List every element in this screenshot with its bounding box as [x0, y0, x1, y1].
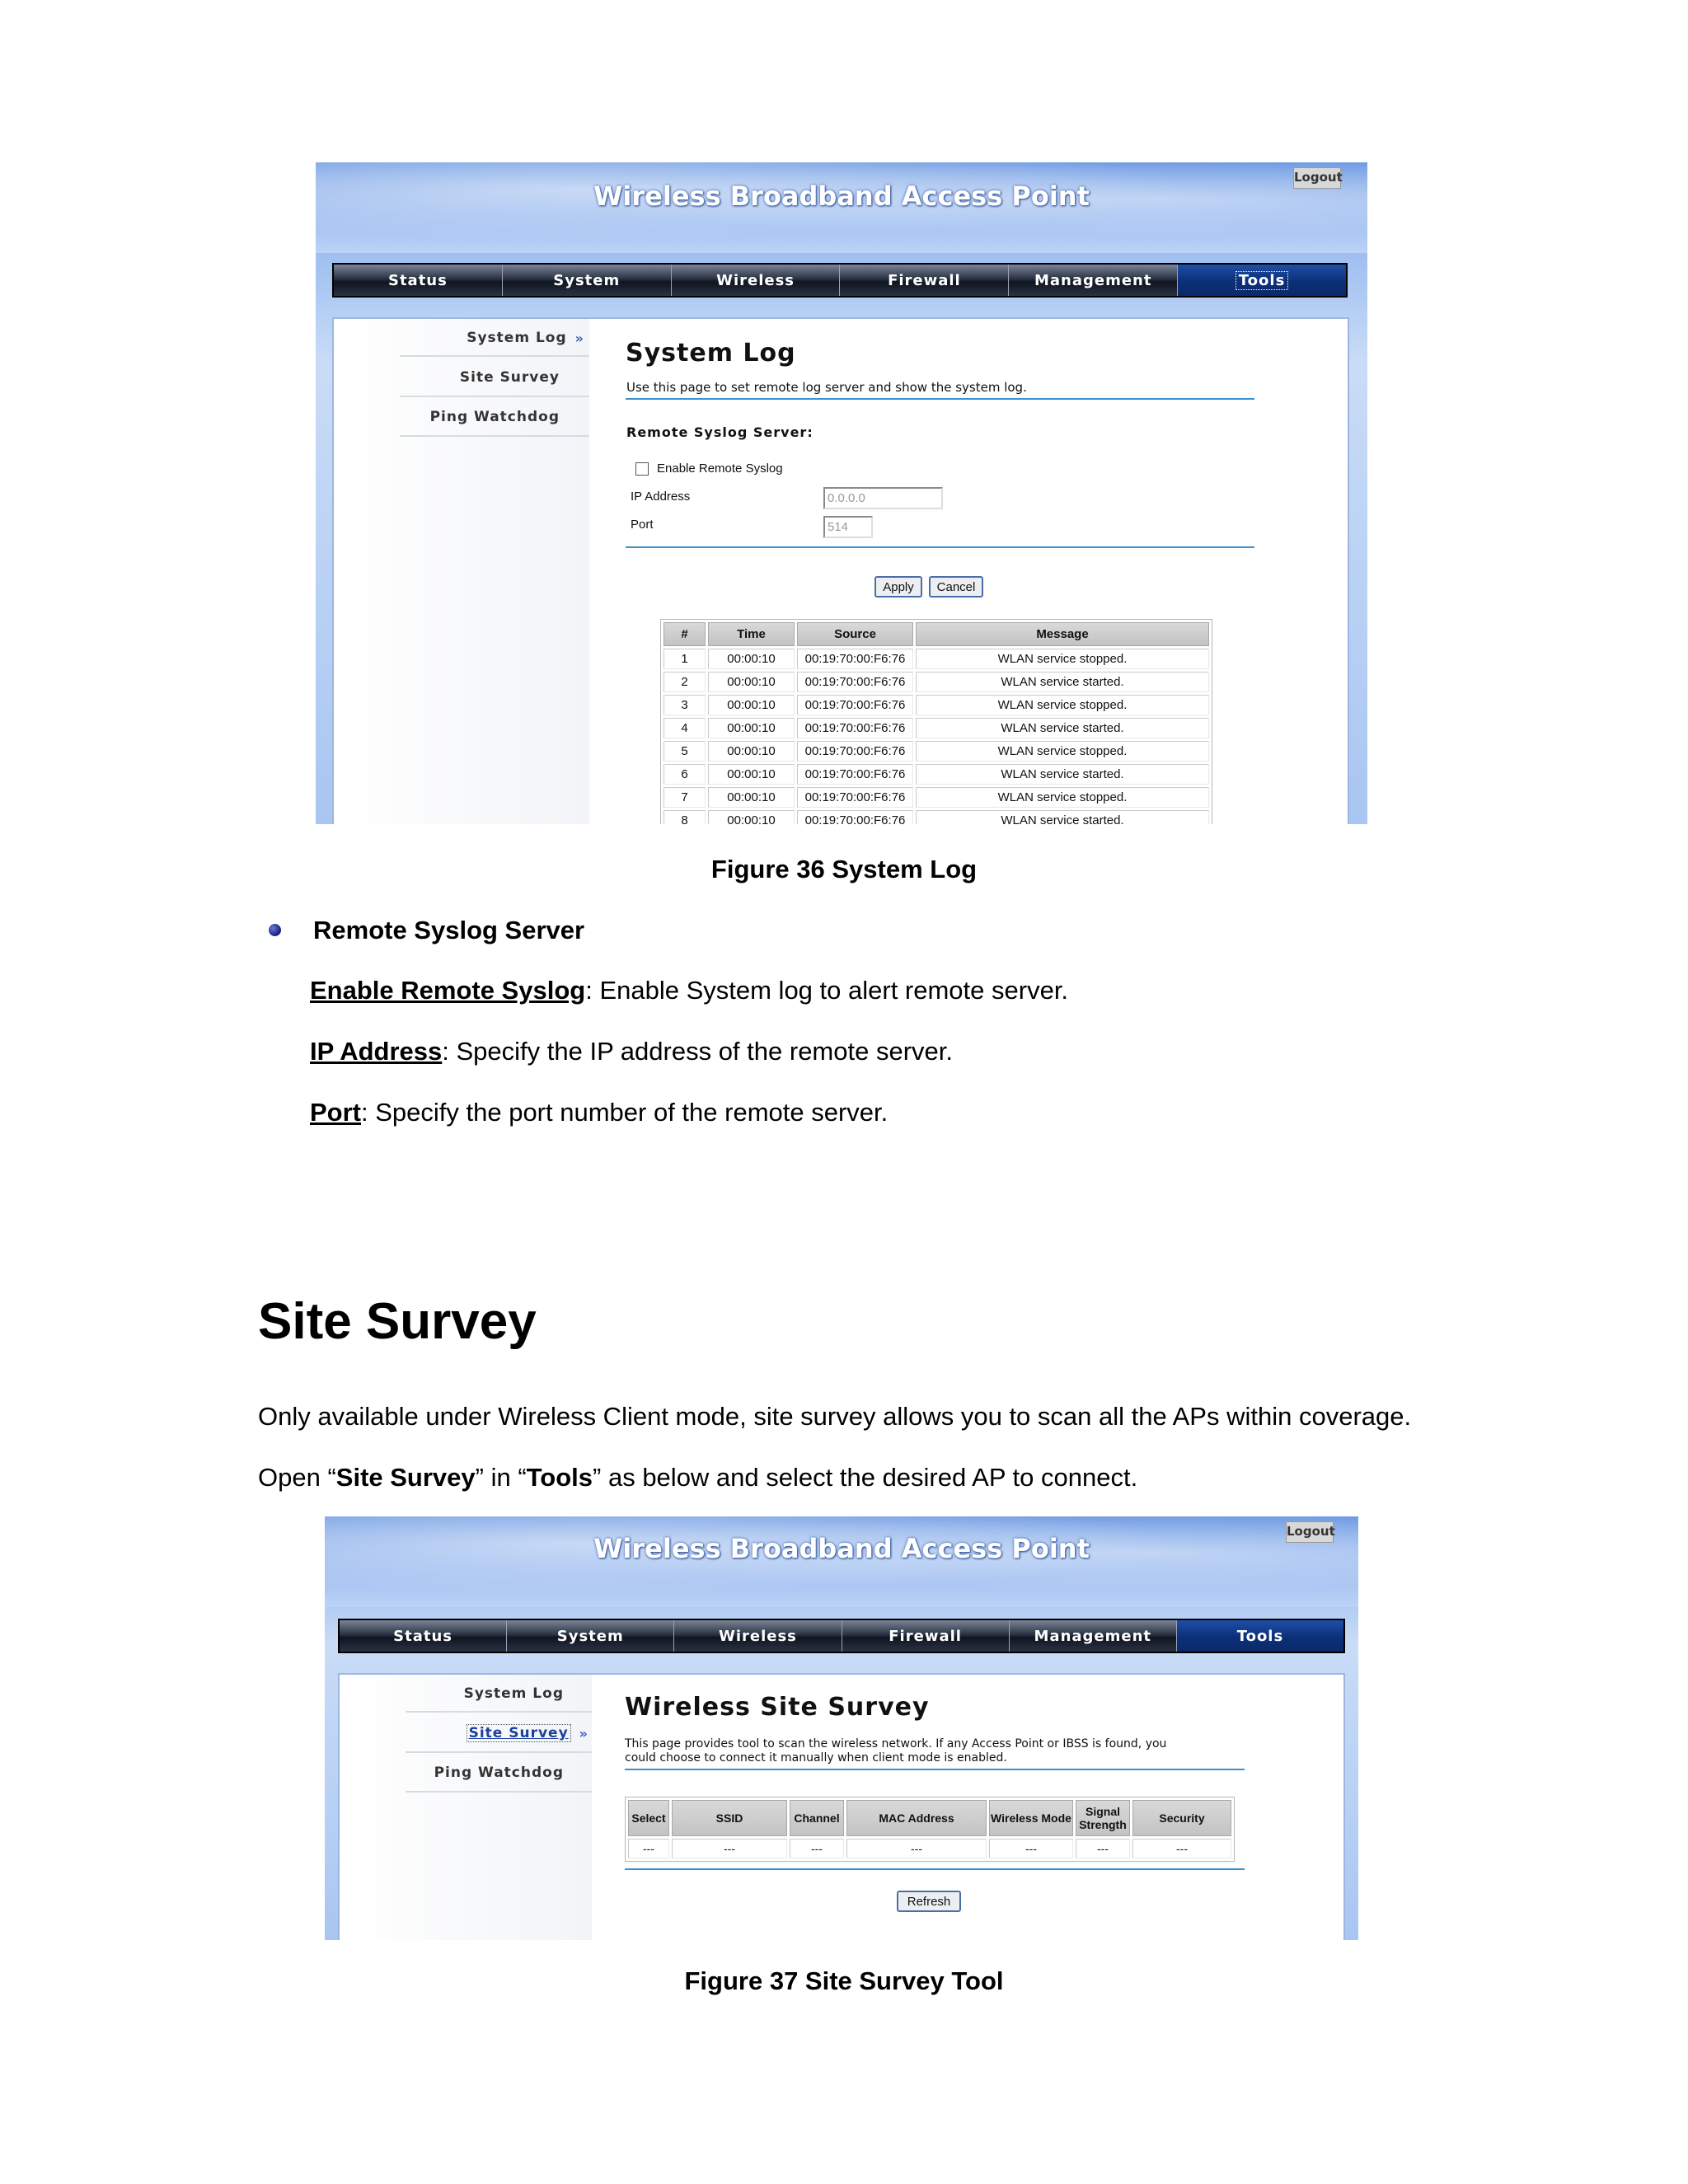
sidebar-item-system-log[interactable]: [406, 1676, 592, 1713]
cell: 00:19:70:00:F6:76: [797, 741, 913, 762]
cell: WLAN service started.: [916, 764, 1209, 785]
definition-port: [310, 1098, 888, 1127]
cell: 00:00:10: [708, 764, 795, 785]
column-header: Message: [916, 622, 1209, 646]
cell: 00:19:70:00:F6:76: [797, 787, 913, 808]
divider: [625, 1868, 1245, 1870]
page-description: Use this page to set remote log server and show the system log.: [626, 380, 1027, 395]
table-row: [663, 764, 1209, 785]
table-row: [663, 810, 1209, 824]
tab-wireless[interactable]: [674, 1620, 842, 1652]
logout-button[interactable]: Logout: [1286, 1521, 1334, 1543]
text: ” in “: [475, 1463, 527, 1492]
cell: 00:19:70:00:F6:76: [797, 695, 913, 715]
cell: WLAN service stopped.: [916, 695, 1209, 715]
refresh-button[interactable]: Refresh: [897, 1891, 961, 1912]
cell: ---: [1076, 1839, 1130, 1858]
content-panel: [332, 317, 1349, 824]
sidebar: [334, 319, 589, 824]
tab-label: System: [556, 1627, 624, 1645]
cell: 5: [663, 741, 706, 762]
cell: 00:00:10: [708, 695, 795, 715]
tab-firewall[interactable]: [840, 265, 1009, 296]
definition-enable-remote-syslog: [310, 976, 1068, 1005]
table-row: [663, 787, 1209, 808]
column-header: Wireless Mode: [989, 1800, 1073, 1836]
table-header-row: [663, 622, 1209, 646]
bullet-icon: [269, 924, 281, 936]
double-chevron-right-icon: »: [579, 1725, 588, 1741]
tab-tools[interactable]: [1177, 1620, 1343, 1652]
section-title: Remote Syslog Server:: [626, 424, 814, 440]
sidebar-item-label: System Log: [467, 330, 567, 346]
tab-firewall[interactable]: [842, 1620, 1010, 1652]
sidebar-item-system-log[interactable]: [400, 321, 589, 357]
column-header: #: [663, 622, 706, 646]
page-title: Wireless Site Survey: [625, 1693, 930, 1722]
tab-label: Tools: [1236, 1627, 1284, 1645]
cell: 00:00:10: [708, 718, 795, 738]
banner: [325, 1516, 1358, 1607]
divider: [625, 1769, 1245, 1770]
table-row: [663, 741, 1209, 762]
table-row: [663, 695, 1209, 715]
column-header: Source: [797, 622, 913, 646]
sidebar-item-ping-watchdog[interactable]: [400, 399, 589, 437]
tab-label: Status: [393, 1627, 453, 1645]
cell: 7: [663, 787, 706, 808]
tab-label: Management: [1034, 271, 1152, 289]
tab-management[interactable]: [1009, 265, 1178, 296]
cell: WLAN service started.: [916, 810, 1209, 824]
text: ” as below and select the desired AP to connect.: [593, 1463, 1138, 1492]
tab-label: Tools: [1236, 271, 1289, 290]
banner-title: Wireless Broadband Access Point: [593, 1533, 1090, 1564]
bold-text: Tools: [526, 1463, 593, 1492]
cell: 1: [663, 649, 706, 669]
tab-system[interactable]: [507, 1620, 674, 1652]
divider: [626, 398, 1254, 400]
definition-term: IP Address: [310, 1037, 443, 1066]
table-header-row: [628, 1800, 1231, 1836]
enable-remote-syslog-label: Enable Remote Syslog: [657, 462, 783, 476]
cell: WLAN service started.: [916, 718, 1209, 738]
system-log-screenshot: [316, 162, 1367, 824]
definition-text: : Enable System log to alert remote server.: [585, 976, 1069, 1005]
cell: WLAN service started.: [916, 672, 1209, 692]
section-heading: Site Survey: [258, 1293, 537, 1350]
sidebar-item-label: Ping Watchdog: [429, 409, 560, 425]
cell: 00:00:10: [708, 649, 795, 669]
tab-management[interactable]: [1010, 1620, 1177, 1652]
divider: [626, 546, 1254, 548]
paragraph: Only available under Wireless Client mode, site survey allows you to scan all the APs within coverage.: [258, 1402, 1412, 1431]
sidebar-item-label: Site Survey: [467, 1724, 571, 1742]
column-header: Signal Strength: [1076, 1800, 1130, 1836]
tab-system[interactable]: [503, 265, 672, 296]
tab-tools[interactable]: [1178, 265, 1346, 296]
ip-address-field[interactable]: 0.0.0.0: [823, 487, 943, 509]
sidebar-item-site-survey[interactable]: [406, 1715, 592, 1753]
cell: 2: [663, 672, 706, 692]
column-header: MAC Address: [846, 1800, 987, 1836]
cell: 4: [663, 718, 706, 738]
bullet-heading: Remote Syslog Server: [313, 916, 585, 944]
cell: 00:19:70:00:F6:76: [797, 672, 913, 692]
main-nav: [332, 263, 1348, 298]
tab-label: Status: [387, 271, 448, 289]
definition-ip-address: [310, 1037, 953, 1066]
main-nav: [338, 1619, 1345, 1653]
tab-label: Firewall: [888, 271, 961, 289]
tab-label: Management: [1034, 1627, 1152, 1645]
site-survey-table: [625, 1797, 1235, 1862]
cell: WLAN service stopped.: [916, 649, 1209, 669]
column-header: Security: [1132, 1800, 1231, 1836]
content-panel: [338, 1673, 1345, 1940]
tab-status[interactable]: [334, 265, 503, 296]
sidebar-item-site-survey[interactable]: [400, 359, 589, 397]
sidebar-item-ping-watchdog[interactable]: [406, 1755, 592, 1793]
banner-title: Wireless Broadband Access Point: [593, 180, 1090, 212]
ip-address-label: IP Address: [631, 490, 691, 504]
page-description-line: This page provides tool to scan the wireless network. If any Access Point or IBSS is found, you: [625, 1737, 1167, 1750]
cell: 00:00:10: [708, 787, 795, 808]
cell: ---: [628, 1839, 669, 1858]
page-description-line: could choose to connect it manually when client mode is enabled.: [625, 1751, 1007, 1765]
cell: ---: [989, 1839, 1073, 1858]
port-label: Port: [631, 518, 654, 532]
cell: ---: [846, 1839, 987, 1858]
cell: 00:19:70:00:F6:76: [797, 649, 913, 669]
text: Open “: [258, 1463, 336, 1492]
table-row: [663, 649, 1209, 669]
logout-button[interactable]: Logout: [1293, 167, 1341, 189]
sidebar-item-label: System Log: [463, 1685, 564, 1702]
tab-wireless[interactable]: [672, 265, 841, 296]
definition-text: : Specify the port number of the remote server.: [361, 1098, 889, 1127]
cell: 00:19:70:00:F6:76: [797, 764, 913, 785]
sidebar-item-label: Site Survey: [459, 369, 560, 386]
column-header: SSID: [672, 1800, 787, 1836]
column-header: Select: [628, 1800, 669, 1836]
paragraph: [258, 1463, 1137, 1493]
tab-label: Wireless: [716, 271, 795, 289]
tab-label: System: [553, 271, 621, 289]
site-survey-screenshot: [325, 1516, 1358, 1940]
port-field[interactable]: 514: [823, 516, 873, 538]
column-header: Time: [708, 622, 795, 646]
cell: WLAN service stopped.: [916, 741, 1209, 762]
cell: 8: [663, 810, 706, 824]
page-title: System Log: [626, 339, 796, 368]
table-row: [628, 1839, 1231, 1858]
table-row: [663, 718, 1209, 738]
sidebar-item-label: Ping Watchdog: [434, 1765, 564, 1781]
definition-term: Enable Remote Syslog: [310, 976, 586, 1005]
cancel-button[interactable]: Cancel: [929, 576, 983, 598]
cell: 00:00:10: [708, 810, 795, 824]
cell: ---: [672, 1839, 787, 1858]
figure-caption: Figure 36 System Log: [710, 855, 978, 883]
table-row: [663, 672, 1209, 692]
enable-remote-syslog-checkbox[interactable]: [635, 462, 649, 476]
cell: ---: [1132, 1839, 1231, 1858]
tab-status[interactable]: [340, 1620, 507, 1652]
tab-label: Firewall: [889, 1627, 962, 1645]
cell: 00:19:70:00:F6:76: [797, 810, 913, 824]
sidebar: [340, 1675, 592, 1940]
apply-button[interactable]: Apply: [874, 576, 922, 598]
figure-caption: Figure 37 Site Survey Tool: [684, 1966, 1004, 1995]
cell: 00:00:10: [708, 672, 795, 692]
banner: [316, 162, 1367, 253]
definition-text: : Specify the IP address of the remote server.: [442, 1037, 953, 1066]
tab-label: Wireless: [718, 1627, 797, 1645]
cell: 3: [663, 695, 706, 715]
double-chevron-right-icon: »: [574, 330, 584, 346]
cell: 6: [663, 764, 706, 785]
column-header: Channel: [790, 1800, 844, 1836]
system-log-table: [660, 619, 1212, 824]
cell: WLAN service stopped.: [916, 787, 1209, 808]
cell: ---: [790, 1839, 844, 1858]
cell: 00:00:10: [708, 741, 795, 762]
cell: 00:19:70:00:F6:76: [797, 718, 913, 738]
definition-term: Port: [310, 1098, 361, 1127]
bold-text: Site Survey: [335, 1463, 476, 1492]
